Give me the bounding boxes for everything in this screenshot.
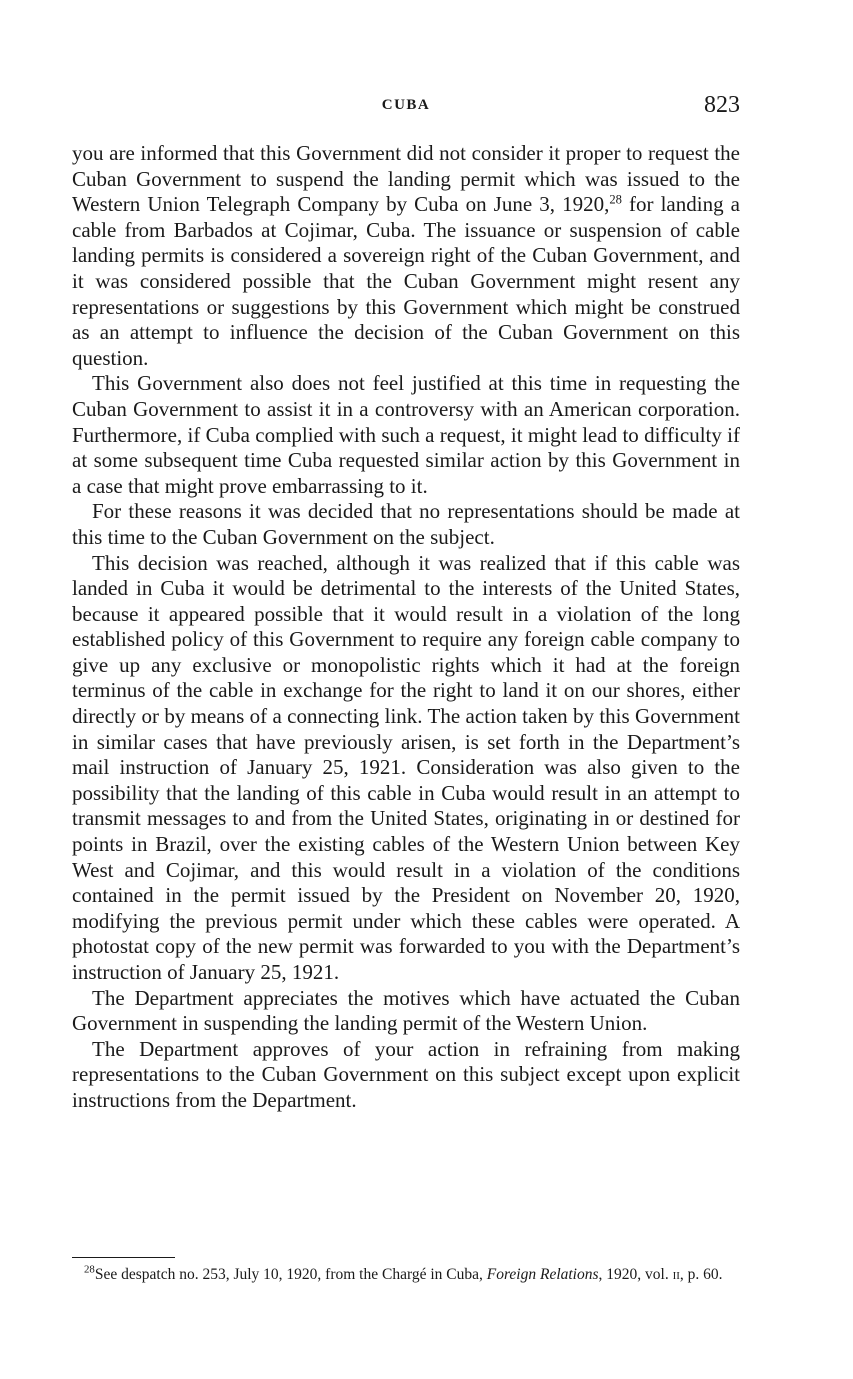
running-header: [72, 92, 740, 122]
paragraph-1: [72, 141, 740, 371]
paragraph-1-text-a: you are informed that this Government did not consider it proper to request the Cuban Government to suspend the landing permit which was issued to the Western Union Telegraph Company by Cuba on June 3, 1920,: [72, 141, 740, 217]
paragraph-2: This Government also does not feel justified at this time in requesting the Cuban Government to assist it in a controversy with an American corporation. Furthermore, if Cuba complied with such a request, it might lead to difficulty if at some subsequent time Cuba requested similar action by this Government in a case that might prove embarrassing to it.: [72, 371, 740, 498]
paragraph-5: The Department appreciates the motives which have actuated the Cuban Government in suspending the landing permit of the Western Union.: [72, 985, 740, 1036]
body-text: [72, 141, 740, 1114]
paragraph-1-text-b: for landing a cable from Barbados at Cojimar, Cuba. The issuance or suspension of cable landing permits is considered a sovereign right of the Cuban Government, and it was considered possible that the Cuban Government might resent any representations or suggestions by this Government which might be construed as an attempt to influence the decision of the Cuban Government on this question.: [72, 192, 741, 370]
page-number: 823: [704, 92, 740, 118]
footnote-volume: ii: [672, 1266, 680, 1283]
document-page: [72, 0, 740, 1379]
footnote: [72, 1265, 740, 1284]
footnote-publication-title: Foreign Relations: [486, 1266, 599, 1283]
paragraph-4: This decision was reached, although it was realized that if this cable was landed in Cuba it would be detrimental to the interests of the United States, because it appeared possible that it would result in a violation of the long established policy of this Government to require any foreign cable company to give up any exclusive or monopolistic rights which it had at the foreign terminus of the cable in exchange for the right to land it on our shores, either directly or by means of a connecting link. The action taken by this Government in similar cases that have previously arisen, is set forth in the Department’s mail instruction of January 25, 1921. Consideration was also given to the possibility that the landing of this cable in Cuba would result in an attempt to transmit messages to and from the United States, originating in or destined for points in Brazil, over the existing cables of the Western Union between Key West and Cojimar, and this would result in a violation of the conditions contained in the permit issued by the President on November 20, 1920, modifying the previous permit under which these cables were operated. A photostat copy of the new permit was forwarded to you with the Department’s instruction of January 25, 1921.: [72, 550, 740, 984]
paragraph-6: The Department approves of your action in refraining from making representations to the Cuban Government on this subject except upon explicit instructions from the Department.: [72, 1036, 740, 1112]
footnote-text-c: , p. 60.: [679, 1266, 723, 1283]
footnote-reference: 28: [609, 192, 622, 207]
running-title: CUBA: [381, 97, 431, 113]
footnote-marker: 28: [84, 1263, 95, 1276]
footnote-text-a: See despatch no. 253, July 10, 1920, from the Chargé in Cuba,: [94, 1266, 487, 1283]
footnote-text-b: , 1920, vol.: [598, 1266, 673, 1283]
footnote-divider: [72, 1257, 175, 1258]
paragraph-3: For these reasons it was decided that no representations should be made at this time to the Cuban Government on the subject.: [72, 499, 740, 549]
